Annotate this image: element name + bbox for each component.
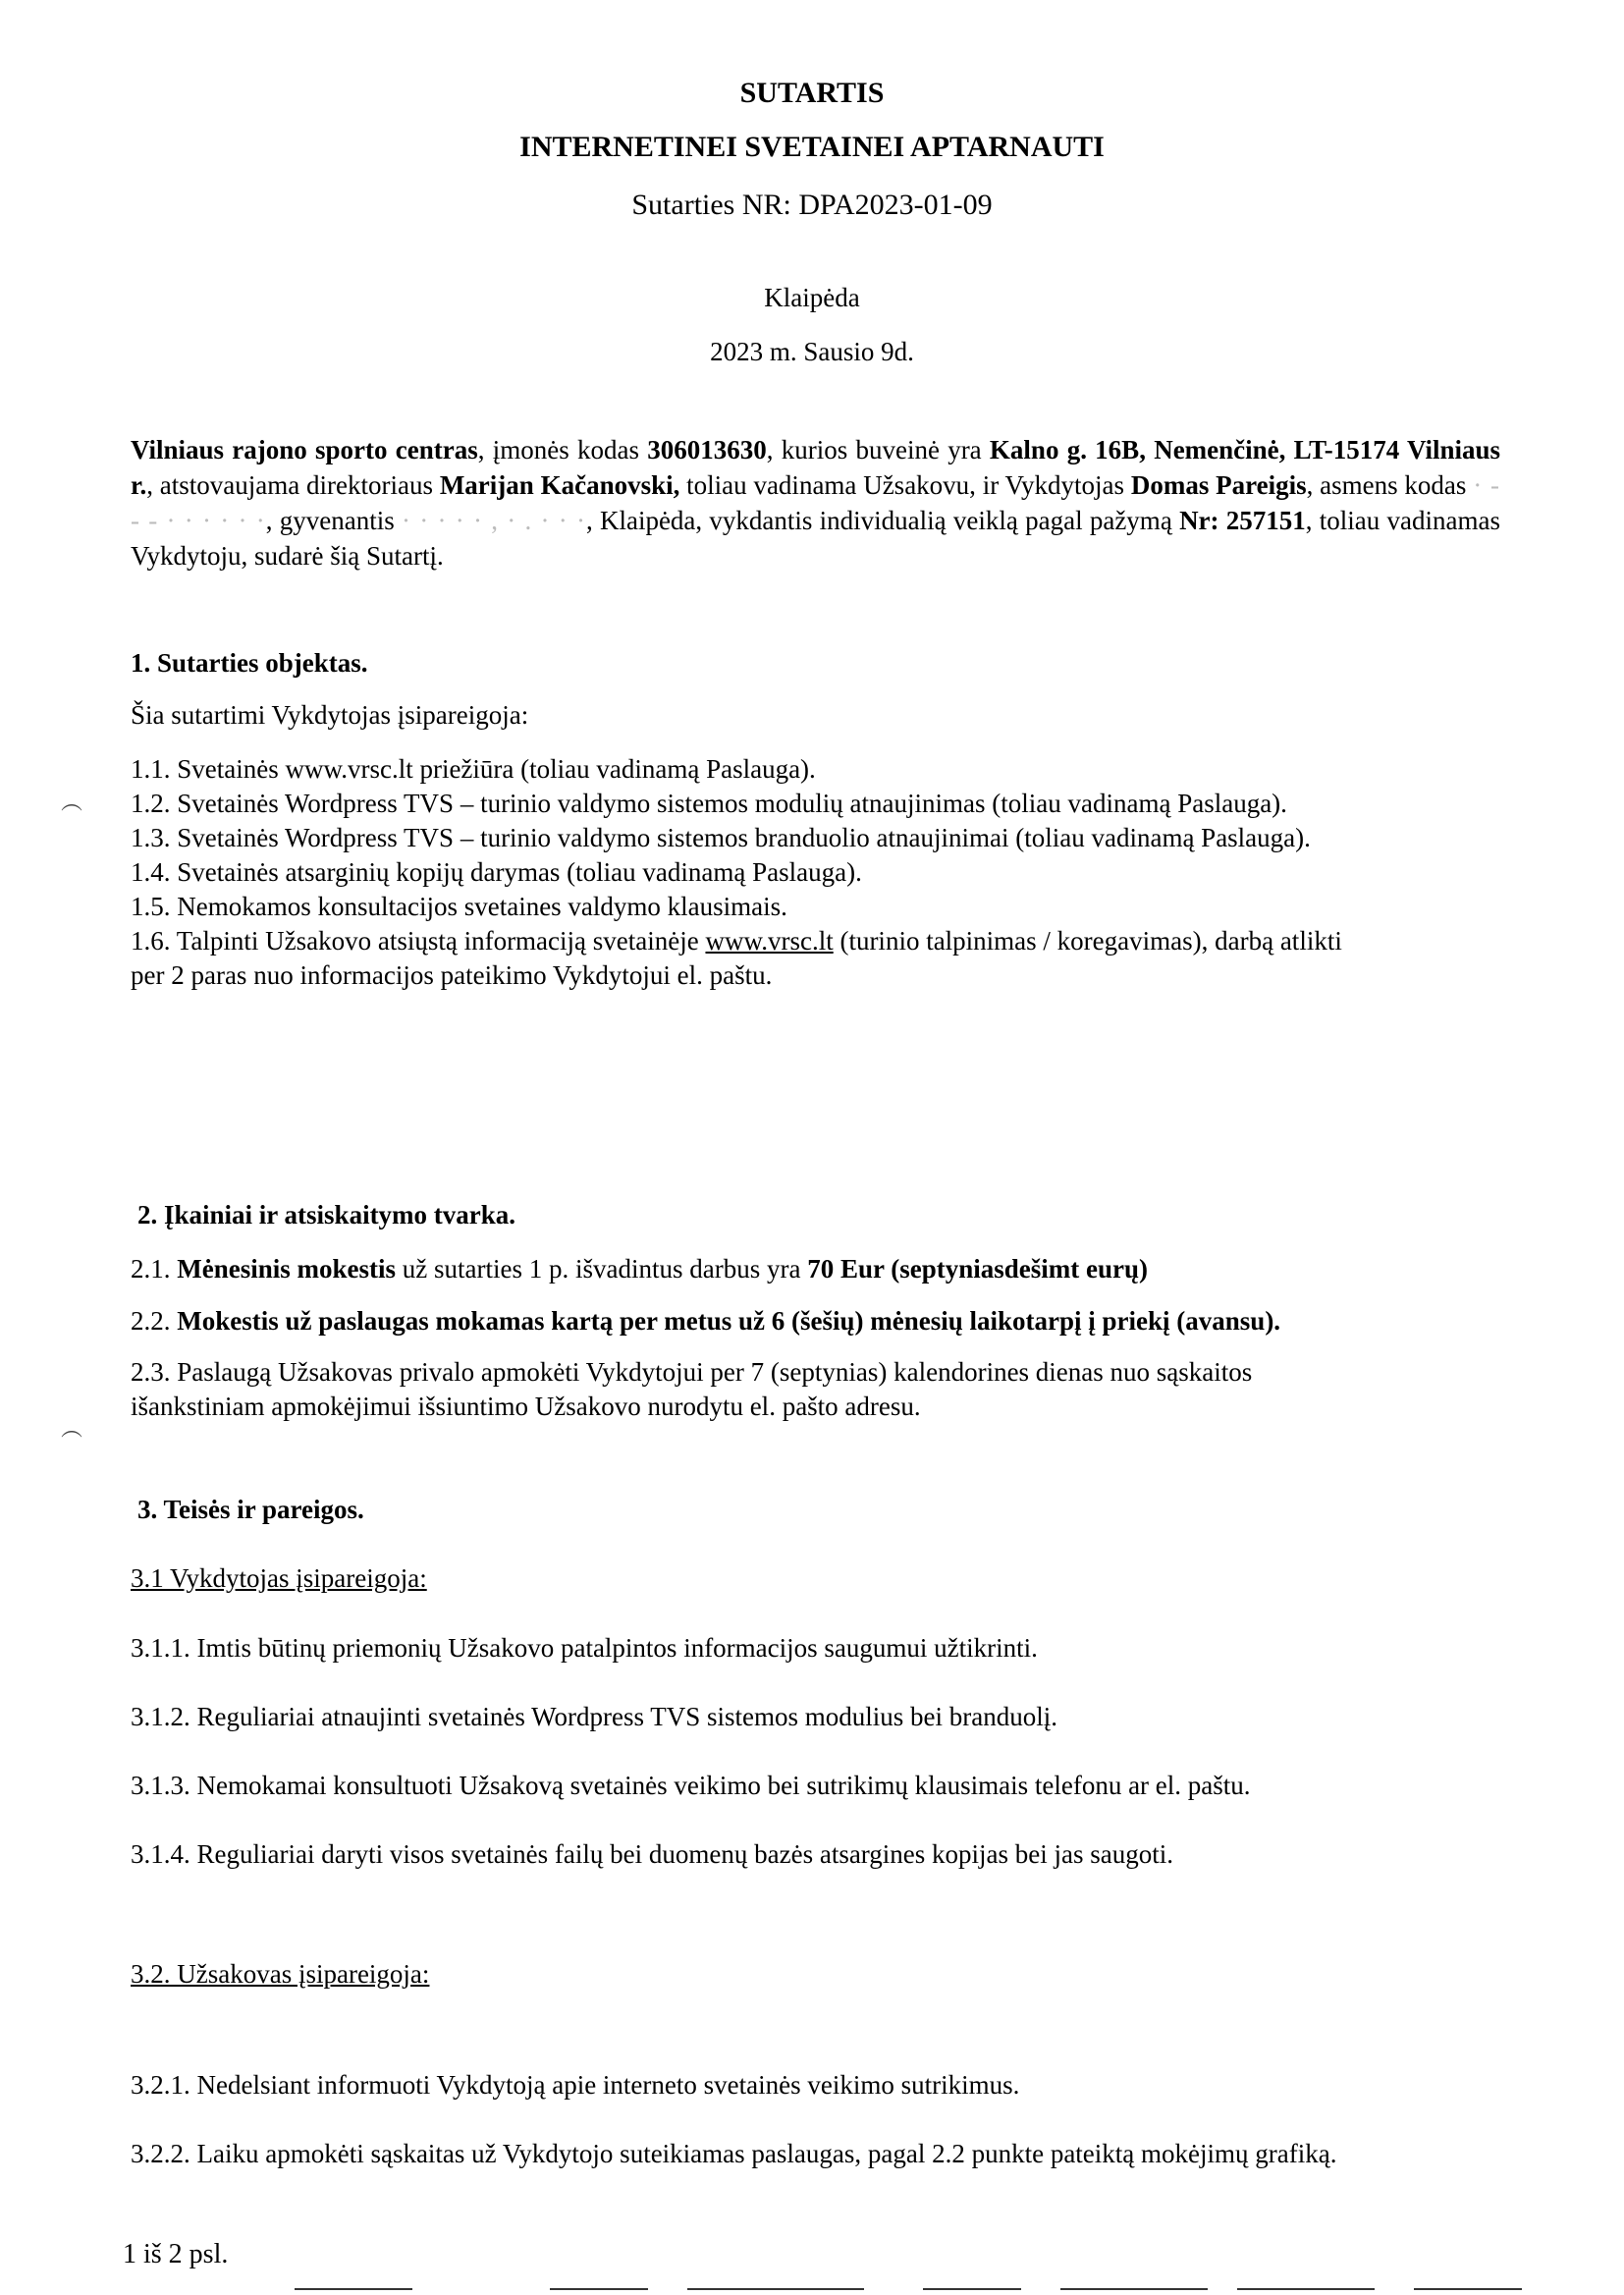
- section3-2-heading: 3.2. Užsakovas įsipareigoja:: [131, 1959, 430, 1989]
- section1-lead: Šia sutartimi Vykdytojas įsipareigoja:: [131, 700, 529, 730]
- section3-1-item: 3.1.1. Imtis būtinų priemonių Užsakovo patalpintos informacijos saugumui užtikrinti.: [131, 1633, 1038, 1663]
- section1-item: 1.5. Nemokamos konsultacijos svetaines valdymo klausimais.: [131, 892, 787, 921]
- section3-heading: 3. Teisės ir pareigos.: [137, 1495, 364, 1524]
- section1-item-6: 1.6. Talpinti Užsakovo atsiųstą informaciją svetainėje www.vrsc.lt (turinio talpinimas / koregavimas), darbą atlikti: [131, 926, 1342, 956]
- contractor-name: Domas Pareigis: [1130, 470, 1307, 500]
- client-address: Kalno g. 16B, Nemenčinė, LT-15174 Vilniaus r.: [131, 435, 1500, 500]
- document-title: SUTARTIS: [739, 77, 885, 109]
- section1-item-6-cont: per 2 paras nuo informacijos pateikimo Vykdytojui el. paštu.: [131, 960, 773, 990]
- section2-item-1: 2.1. Mėnesinis mokestis už sutarties 1 p. išvadintus darbus yra 70 Eur (septyniasdešimt eurų): [131, 1254, 1148, 1284]
- scan-edge: [1060, 2288, 1208, 2290]
- section3-1-item: 3.1.4. Reguliariai daryti visos svetainės failų bei duomenų bazės atsargines kopijas bei jas saugoti.: [131, 1839, 1174, 1869]
- scan-edge: [687, 2288, 864, 2290]
- section2-item-3-cont: išankstiniam apmokėjimui išsiuntimo Užsakovo nurodytu el. pašto adresu.: [131, 1392, 921, 1421]
- scan-mark: ︵: [61, 790, 83, 814]
- monthly-fee: 70 Eur (septyniasdešimt eurų): [807, 1254, 1148, 1284]
- section3-1-heading: 3.1 Vykdytojas įsipareigoja:: [131, 1563, 427, 1593]
- client-code: 306013630: [647, 435, 767, 464]
- contract-city: Klaipėda: [764, 283, 860, 312]
- contract-date: 2023 m. Sausio 9d.: [710, 337, 914, 366]
- section1-heading: 1. Sutarties objektas.: [131, 648, 368, 678]
- redacted-address: · · · · · , · . · · ·: [401, 506, 586, 535]
- website-link[interactable]: www.vrsc.lt: [705, 926, 834, 956]
- section3-2-item: 3.2.2. Laiku apmokėti sąskaitas už Vykdytojo suteikiamas paslaugas, pagal 2.2 punkte pateiktą mokėjimų grafiką.: [131, 2139, 1337, 2168]
- section1-item: 1.3. Svetainės Wordpress TVS – turinio valdymo sistemos branduolio atnaujinimai (toliau vadinamą Paslauga).: [131, 823, 1311, 852]
- scan-mark: ︵: [61, 1416, 83, 1441]
- section2-item-3: 2.3. Paslaugą Užsakovas privalo apmokėti Vykdytojui per 7 (septynias) kalendorines dienas nuo sąskaitos: [131, 1357, 1253, 1387]
- section1-item: 1.4. Svetainės atsarginių kopijų darymas (toliau vadinamą Paslauga).: [131, 857, 862, 887]
- contract-number: Sutarties NR: DPA2023-01-09: [631, 189, 993, 221]
- director-name: Marijan Kačanovski,: [439, 470, 680, 500]
- scan-edge: [923, 2288, 1021, 2290]
- section1-item: 1.2. Svetainės Wordpress TVS – turinio valdymo sistemos modulių atnaujinimas (toliau vadinamą Paslauga).: [131, 789, 1287, 818]
- scan-edge: [1414, 2288, 1522, 2290]
- section3-1-item: 3.1.3. Nemokamai konsultuoti Užsakovą svetainės veikimo bei sutrikimų klausimais telefonu ar el. paštu.: [131, 1771, 1251, 1800]
- scan-edge: [295, 2288, 412, 2290]
- scan-edge: [1237, 2288, 1375, 2290]
- section3-2-item: 3.2.1. Nedelsiant informuoti Vykdytoją apie interneto svetainės veikimo sutrikimus.: [131, 2070, 1020, 2100]
- certificate-number: Nr: 257151: [1179, 506, 1306, 535]
- intro-paragraph: Vilniaus rajono sporto centras, įmonės kodas 306013630, kurios buveinė yra Kalno g. 16B, Nemenčinė, LT-15174 Vilniaus r., atstovaujama direktoriaus Marijan Kačanovski, toliau vadinama Užsakovu, ir Vykdytojas Domas Pareigis, asmens kodas · - - - · · · · · ·, gyvenantis · · · · · , · . · · ·, Klaipėda, vykdantis individualią veiklą pagal pažymą Nr: 257151, toliau vadinamas Vykdytoju, sudarė šią Sutartį.: [131, 435, 1501, 571]
- document-subtitle: INTERNETINEI SVETAINEI APTARNAUTI: [519, 131, 1105, 163]
- section2-item-2: 2.2. Mokestis už paslaugas mokamas kartą per metus už 6 (šešių) mėnesių laikotarpį į priekį (avansu).: [131, 1306, 1281, 1336]
- section2-heading: 2. Įkainiai ir atsiskaitymo tvarka.: [137, 1200, 516, 1229]
- section1-item: 1.1. Svetainės www.vrsc.lt priežiūra (toliau vadinamą Paslauga).: [131, 754, 816, 784]
- redacted-personal-code: · - - - · · · · · ·: [131, 470, 1501, 535]
- scan-edge: [550, 2288, 648, 2290]
- section3-1-item: 3.1.2. Reguliariai atnaujinti svetainės Wordpress TVS sistemos modulius bei branduolį.: [131, 1702, 1057, 1731]
- client-name: Vilniaus rajono sporto centras: [131, 435, 478, 464]
- page-indicator: 1 iš 2 psl.: [123, 2239, 229, 2269]
